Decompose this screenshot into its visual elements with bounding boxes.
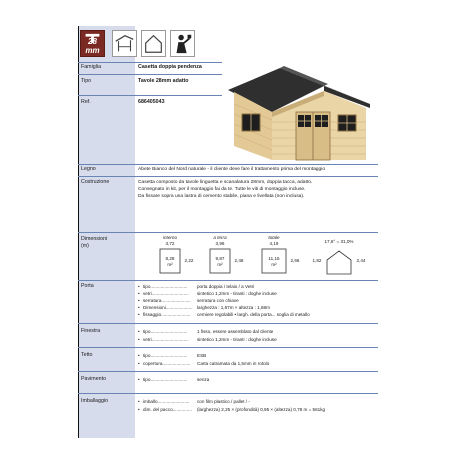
legno-text: Abete Bianco del Nord naturale - il cliente deve fare il trattamento prima del montaggio (138, 167, 326, 172)
garden-shed-photo (224, 60, 372, 164)
roof-pitch-icon (112, 30, 137, 57)
porta-item: • tipo............................. porta doppia / telaio / a Vetri (138, 284, 255, 289)
imballaggio-item: • imballo......................... con film plastico / pallet / - (138, 399, 250, 404)
interno-side: 2,22 (184, 258, 194, 263)
product-sheet (78, 26, 378, 438)
costruzione-label: Costruzione (81, 179, 110, 185)
ref-label: Ref. (81, 99, 91, 105)
section-rule (78, 176, 378, 177)
famiglia-value: Casetta doppia pendenza (138, 64, 202, 70)
section-rule (78, 232, 378, 233)
imballaggio-item: • dim. del pacco............... (larghezza) 2,25 × (profondità) 0,95 × (altezza) 0,78 m = 561kg (138, 407, 326, 412)
section-rule (78, 280, 378, 281)
interno-title: interno (162, 235, 178, 240)
imballaggio-label: Imballaggio (81, 398, 109, 404)
totale-width: 4,19 (269, 241, 279, 246)
pavimento-item: • tipo............................. senza (138, 377, 210, 382)
tetto-item: • copertura...................... Carta catramata da 1,5mm in rotolo (138, 361, 270, 366)
header-rule (78, 74, 222, 75)
interno-area-unit: m² (167, 262, 173, 267)
a-terra-side: 2,48 (234, 258, 244, 263)
finestra-label: Finestra (81, 328, 101, 334)
costruzione-line: Da fissare sopra una lastra di cemento stabile, piana e livellata (non inclusa). (138, 194, 305, 199)
profile-left-height: 1,82 (312, 258, 322, 263)
tipo-label: Tipo (81, 78, 92, 84)
tetto-item: • tipo............................. ESB (138, 353, 207, 358)
ref-value: 686405043 (138, 99, 165, 105)
roof-angle: 17,6° = 31,0% (324, 239, 354, 244)
section-rule (78, 347, 378, 348)
dimensioni-label: Dimensioni (81, 236, 108, 242)
interno-area: 8,28 (165, 256, 175, 261)
totale-side: 2,66 (290, 258, 300, 263)
a-terra-area: 9,87 (215, 256, 225, 261)
section-rule (78, 393, 378, 394)
costruzione-line: Consegnato in kit, per il montaggio fai da te. Tutte le viti di montaggio incluse. (138, 187, 306, 192)
pavimento-label: Pavimento (81, 376, 107, 382)
a-terra-area-unit: m² (217, 262, 223, 267)
a-terra-width: 3,96 (215, 241, 225, 246)
section-rule (78, 164, 378, 165)
porta-item: • Dimensioni..................... larghezza : 1,67m × altezza : 1,68m (138, 305, 270, 310)
section-rule (78, 323, 378, 324)
thickness-28mm-icon: 28 mm (80, 30, 105, 57)
section-rule (78, 371, 378, 372)
porta-item: • fissaggio....................... cerniere regolabili • largh. della porta... soglia di metallo (138, 312, 310, 317)
a-terra-title: a terra (213, 235, 227, 240)
totale-area-unit: m² (271, 262, 277, 267)
assembly-worker-icon (170, 30, 195, 57)
interno-width: 3,72 (165, 241, 175, 246)
totale-area: 11,15 (268, 256, 280, 261)
porta-item: • serratura....................... serratura con chiave (138, 298, 239, 303)
porta-item: • vetri............................. sintetico 1,2mm - tiranti : doghe incluse (138, 291, 277, 296)
legno-label: Legno (81, 166, 96, 172)
finestra-item: • tipo............................. 1 fisso, essere assemblato dal cliente (138, 329, 274, 334)
side-profile-diagram (324, 247, 354, 275)
tetto-label: Tetto (81, 352, 93, 358)
costruzione-line: Casetta composto da tavole linguetta e scanalatura 28mm, doppia tacca, adatto. (138, 180, 313, 185)
header-rule (78, 95, 222, 96)
dimensioni-unit: (m) (81, 243, 89, 249)
tipo-value: Tavole 28mm adatto (138, 78, 189, 84)
porta-label: Porta (81, 283, 94, 289)
finestra-item: • vetri............................. sintetico 1,2mm - tiranti : doghe incluse (138, 337, 277, 342)
header-rule (78, 62, 222, 63)
profile-right-height: 2,44 (356, 258, 366, 263)
totale-title: totale (268, 235, 280, 240)
house-outline-icon (141, 30, 166, 57)
famiglia-label: Famiglia (81, 64, 102, 70)
